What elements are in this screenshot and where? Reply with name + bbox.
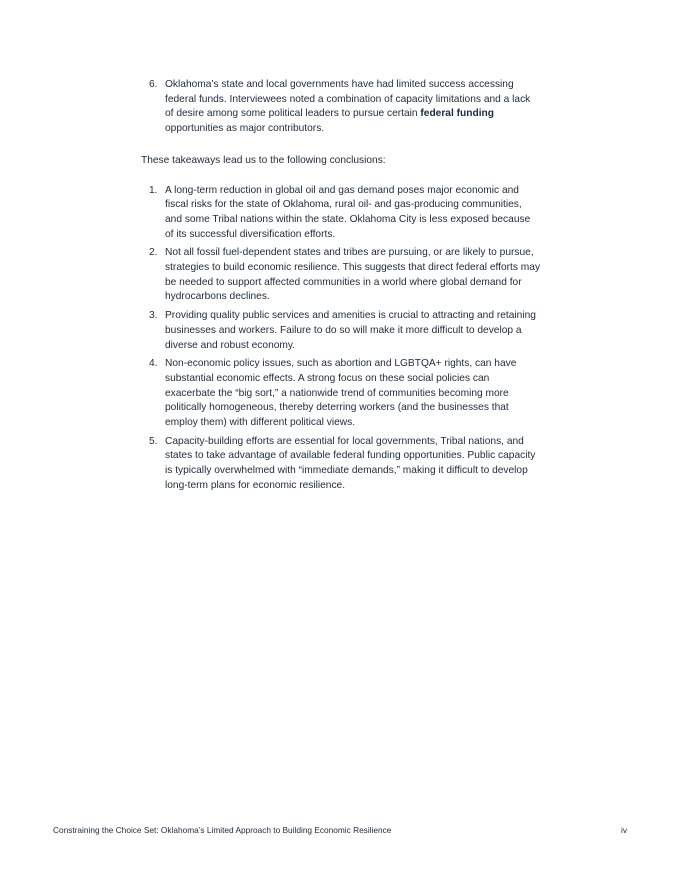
- conclusion-item: [141, 357, 541, 431]
- takeaway-text-end: opportunities as major contributors.: [165, 123, 325, 135]
- list-number: 2.: [149, 247, 158, 259]
- list-number: 5.: [149, 435, 158, 447]
- conclusion-item: [141, 246, 541, 305]
- list-number: 1.: [149, 184, 158, 196]
- list-number: 6.: [149, 79, 158, 90]
- conclusion-item: [141, 184, 541, 243]
- takeaways-list: [141, 78, 541, 137]
- main-content: [141, 78, 541, 498]
- conclusion-item: [141, 435, 541, 494]
- conclusion-text: Providing quality public services and amenities is crucial to attracting and retaining businesses and workers. Failure to do so will make it more difficult to develop a diverse and robust economy.: [165, 310, 536, 351]
- list-number: 4.: [149, 358, 158, 370]
- conclusion-text: Not all fossil fuel-dependent states and tribes are pursuing, or are likely to pursue, strategies to build economic resilience. This suggests that direct federal efforts may be needed to support affected communities in a world where global demand for hydrocarbons declines.: [165, 247, 541, 303]
- conclusion-text: Non-economic policy issues, such as abortion and LGBTQA+ rights, can have substantial economic effects. A strong focus on these social policies can exacerbate the “big sort,” a nationwide trend of communities becoming more politically homogeneous, thereby deterring workers (and the businesses that employ them) with different political views.: [165, 358, 517, 429]
- footer-title: Constraining the Choice Set: Oklahoma’s Limited Approach to Building Economic Resilience: [53, 825, 392, 835]
- conclusion-text: Capacity-building efforts are essential for local governments, Tribal nations, and states to take advantage of available federal funding opportunities. Public capacity is typically overwhelmed with “immediate demands,” making it difficult to develop long-term plans for economic resilience.: [165, 435, 536, 491]
- takeaway-item: [141, 78, 541, 137]
- page-number: iv: [621, 825, 627, 835]
- list-number: 3.: [149, 310, 158, 322]
- page-footer: [53, 825, 627, 836]
- conclusions-list: [141, 184, 541, 494]
- takeaway-text: Oklahoma’s state and local governments have had limited success accessing federal funds. Interviewees noted a combination of capacity limitations and a lack of desire among some political leaders to pursue certain: [165, 79, 531, 120]
- conclusion-text: A long-term reduction in global oil and gas demand poses major economic and fiscal risks for the state of Oklahoma, rural oil- and gas-producing communities, and some Tribal nations within the state. Oklahoma City is less exposed because of its successful diversification efforts.: [165, 184, 531, 240]
- federal-funding-highlight: federal funding: [420, 108, 494, 120]
- conclusion-item: [141, 309, 541, 353]
- conclusions-intro: These takeaways lead us to the following conclusions:: [141, 154, 386, 166]
